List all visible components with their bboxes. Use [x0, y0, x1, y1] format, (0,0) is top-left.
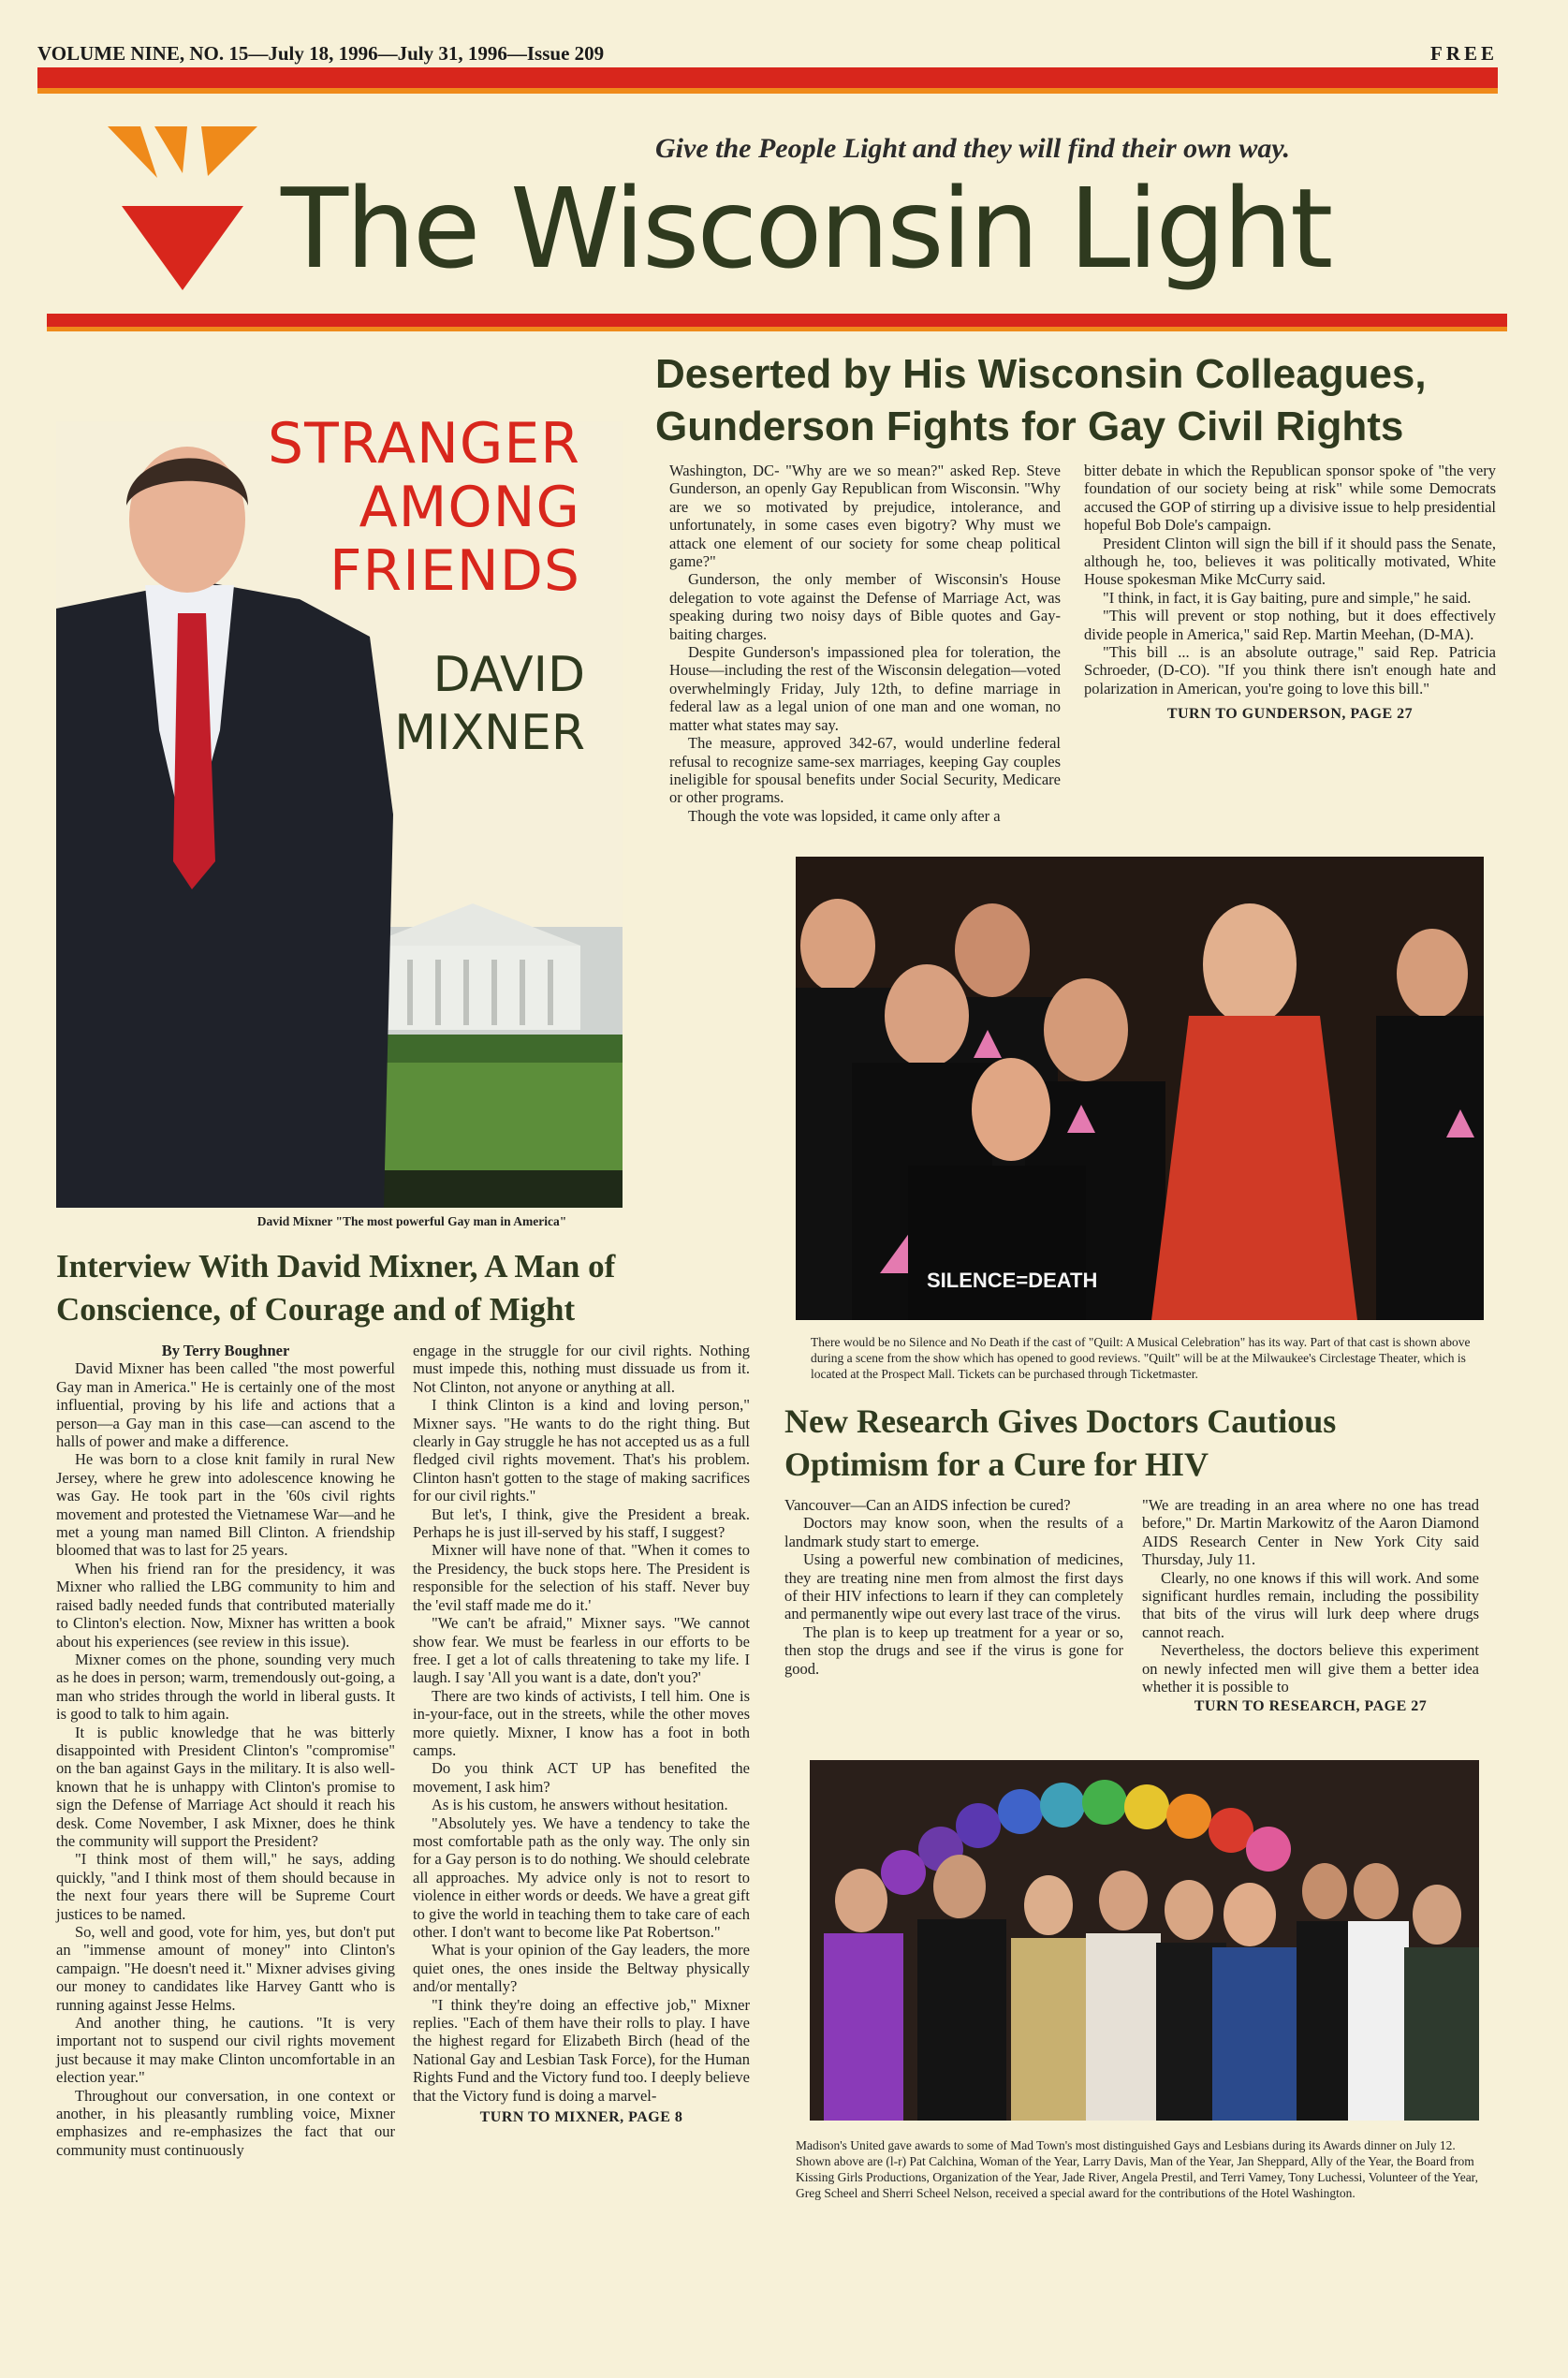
interview-paragraph: I think Clinton is a kind and loving person," Mixner says. "He wants to do the right thing. But clearly in Gay struggle he has not accepted us as a full fledged civil rights movement. That's his problem. Clinton hasn't gotten to the stage of making sacrifices for our civil rights.": [413, 1396, 750, 1505]
hiv-headline: [784, 1400, 1496, 1486]
logo-triangle-icon: [103, 122, 262, 295]
feature-name-last: MIXNER: [394, 705, 585, 761]
hiv-paragraph: The plan is to keep up treatment for a year or so, then stop the drugs and see if the virus is gone for good.: [784, 1622, 1123, 1678]
hiv-paragraph: Vancouver—Can an AIDS infection be cured?: [784, 1496, 1071, 1514]
awards-photo-caption: Madison's United gave awards to some of Mad Town's most distinguished Gays and Lesbians during its Awards dinner on July 12. Shown above are (l-r) Pat Calchina, Woman of the Year, Larry Davis, Man of the Year, Jan Sheppard, Ally of the Year, the Board from Kissing Girls Productions, Organization of the Year, Jade River, Angela Prestil, and Terri Vamey, Tony Luchessi, Volunteer of the Year, Greg Scheel and Sherri Scheel Nelson, received a special award for the contributions of the Hotel Washington.: [796, 2138, 1479, 2200]
interview-paragraph: "I think most of them will," he says, adding quickly, "and I think most of them should because in the next four years there will be Supreme Court justices to be named.: [56, 1850, 395, 1923]
hiv-column-2: [1142, 1496, 1479, 1716]
gunderson-paragraph: The measure, approved 342-67, would underline federal refusal to recognize same-sex marriages, keeping Gay couples ineligible for spousal benefits under Social Security, Medicare or other programs.: [669, 734, 1061, 807]
interview-paragraph: Throughout our conversation, in one context or another, in his pleasantly rumbling voice, Mixner emphasizes and re-emphasizes the fact that our community must continuously: [56, 2086, 395, 2159]
feature-name-first: DAVID: [432, 647, 585, 703]
awards-photo: [810, 1760, 1479, 2121]
gunderson-paragraph: President Clinton will sign the bill if it should pass the Senate, although he, too, believes it was politically motivated, White House spokesman Mike McCurry said.: [1084, 534, 1496, 589]
feature-title: [262, 412, 580, 603]
feature-line-2: AMONG: [359, 475, 580, 540]
interview-headline: [56, 1245, 777, 1331]
interview-paragraph: engage in the struggle for our civil rights. Nothing must impede this, nothing must dissuade us from it. Not Clinton, not anyone or anything at all.: [413, 1342, 750, 1396]
interview-paragraph: Mixner will have none of that. "When it comes to the Presidency, the buck stops here. The President is responsible for the selection of his staff. Never buy the 'evil staff made me do it.': [413, 1541, 750, 1614]
quilt-shirt-slogan: SILENCE=DEATH: [927, 1269, 1098, 1292]
interview-paragraph: It is public knowledge that he was bitterly disappointed with President Clinton's "compromise" on the ban against Gays in the military. It is also well-known that he is unhappy with Clinton's promise to sign the Defense of Marriage Act should it reach his desk. Come November, I ask Mixner, does he think the community will support the President?: [56, 1723, 395, 1850]
interview-paragraph: Mixner comes on the phone, sounding very much as he does in person; warm, tremendously out-going, a man who strides through the world in liberal gusts. It is good to talk to him again.: [56, 1650, 395, 1724]
masthead-title: The Wisconsin Light: [281, 164, 1331, 293]
hiv-headline-line1: New Research Gives Doctors Cautious: [784, 1402, 1337, 1440]
gunderson-headline: [655, 348, 1526, 453]
tagline: Give the People Light and they will find their own way.: [655, 133, 1291, 164]
gunderson-paragraph: Despite Gunderson's impassioned plea for toleration, the House—including the rest of the Wisconsin delegation—voted overwhelmingly Friday, July 12th, to define marriage in federal law as a legal union of one man and one woman, no matter what states may say.: [669, 643, 1061, 734]
gunderson-paragraph: Washington, DC- "Why are we so mean?" asked Rep. Steve Gunderson, an openly Gay Republican from Wisconsin. "Why are we so motivated by prejudice, intolerance, and unfortunately, in some cases even bigotry? Why must we attack one element of our society for some cheap political game?": [669, 462, 1061, 571]
interview-headline-line1: Interview With David Mixner, A Man of: [56, 1248, 616, 1284]
interview-paragraph: So, well and good, vote for him, yes, but don't put an "immense amount of money" into Clinton's campaign. "He doesn't need it." Mixner advises giving our money to candidates like Harvey Gantt who is running against Jesse Helms.: [56, 1923, 395, 2014]
hiv-paragraph: Nevertheless, the doctors believe this experiment on newly infected men will give them a better idea whether it is possible to: [1142, 1641, 1479, 1696]
masthead-rule: [47, 314, 1507, 327]
gunderson-jump: TURN TO GUNDERSON, PAGE 27: [1166, 706, 1414, 723]
volume-line: VOLUME NINE, NO. 15—July 18, 1996—July 31, 1996—Issue 209: [37, 41, 605, 65]
interview-column-2: [413, 1342, 750, 2126]
hiv-paragraph: Clearly, no one knows if this will work. And some significant hurdles remain, including the possibility that bits of the virus will lurk deep where drugs cannot reach.: [1142, 1568, 1479, 1641]
mixner-photo-caption: David Mixner "The most powerful Gay man in America": [256, 1214, 567, 1228]
interview-paragraph: What is your opinion of the Gay leaders, the more quiet ones, the ones inside the Beltway physically and/or mentally?: [413, 1941, 750, 1996]
hiv-headline-line2: Optimism for a Cure for HIV: [784, 1446, 1209, 1483]
hiv-column-1: [784, 1496, 1123, 1678]
feature-line-1: STRANGER: [267, 411, 580, 477]
interview-paragraph: When his friend ran for the presidency, it was Mixner who rallied the LBG community to him and raised badly needed funds that contributed materially to Clinton's election. Now, Mixner has written a book about his experiences (see review in this issue).: [56, 1559, 395, 1651]
gunderson-column-1: [669, 462, 1061, 825]
issue-line: [37, 37, 1498, 69]
gunderson-paragraph: "I think, in fact, it is Gay baiting, pure and simple," he said.: [1103, 588, 1472, 607]
hiv-paragraph: "We are treading in an area where no one has tread before," Dr. Martin Markowitz of the Aaron Diamond AIDS Research Center in New York City said Thursday, July 11.: [1142, 1496, 1479, 1569]
gunderson-headline-line1: Deserted by His Wisconsin Colleagues,: [655, 351, 1427, 397]
price-label: FREE: [1429, 41, 1498, 65]
interview-paragraph: As is his custom, he answers without hesitation.: [432, 1796, 728, 1814]
top-rule-accent: [37, 88, 1498, 94]
gunderson-paragraph: bitter debate in which the Republican sponsor spoke of "the very foundation of our society being at risk" while some Democrats accused the GOP of stirring up a divisive issue to help presidential hopeful Bob Dole's campaign.: [1084, 462, 1496, 535]
feature-name: [374, 646, 585, 762]
interview-paragraph: "We can't be afraid," Mixner says. "We cannot show fear. We must be fearless in our efforts to be free. I get a lot of calls threatening to take my life. I laugh. I say 'All you want is a date, don't you?': [413, 1614, 750, 1687]
interview-paragraph: There are two kinds of activists, I tell him. One is in-your-face, out in the streets, while the other moves more quietly. Mixner, I know has a foot in both camps.: [413, 1686, 750, 1759]
gunderson-paragraph: Gunderson, the only member of Wisconsin's House delegation to vote against the Defense of Marriage Act, was speaking during two noisy days of Bible quotes and Gay-baiting charges.: [669, 570, 1061, 643]
hiv-paragraph: Doctors may know soon, when the results of a landmark study start to emerge.: [784, 1514, 1123, 1550]
gunderson-headline-line2: Gunderson Fights for Gay Civil Rights: [655, 404, 1404, 449]
interview-paragraph: And another thing, he cautions. "It is very important not to suspend our civil rights movement just because it may make Clinton uncomfortable in an election year.": [56, 2014, 395, 2087]
interview-paragraph: But let's, I think, give the President a break. Perhaps he is just ill-served by his staff, I suggest?: [413, 1505, 750, 1542]
interview-paragraph: "Absolutely yes. We have a tendency to take the most comfortable path as the only way. The only sin for a Gay person is to do nothing. We should celebrate all approaches. My advice only is not to resort to violence in either words or deeds. We have a great gift to give the world in teaching them to take care of each other. I don't want to become like Pat Robertson.": [413, 1813, 750, 1941]
interview-jump: TURN TO MIXNER, PAGE 8: [479, 2109, 683, 2126]
quilt-photo: [796, 857, 1484, 1320]
interview-paragraph: He was born to a close knit family in rural New Jersey, where he grew into adolescence knowing he was Gay. He took part in the '60s civil rights movement and protested the Vietnamese War—and he met a young man named Bill Clinton. A friendship bloomed that was to last for 25 years.: [56, 1450, 395, 1560]
feature-line-3: FRIENDS: [330, 538, 580, 604]
interview-column-1: [56, 1342, 395, 2159]
interview-headline-line2: Conscience, of Courage and of Might: [56, 1291, 576, 1328]
hiv-jump: TURN TO RESEARCH, PAGE 27: [1194, 1698, 1428, 1715]
quilt-photo-caption: There would be no Silence and No Death if the cast of "Quilt: A Musical Celebration" has its way. Part of that cast is shown above during a scene from the show which has opened to good reviews. "Quilt" will be at the Milwaukee's Circlestage Theater, which is located at the Prospect Mall. Tickets can be purchased through Ticketmaster.: [811, 1335, 1471, 1381]
gunderson-paragraph: "This will prevent or stop nothing, but it does effectively divide people in America," said Rep. Martin Meehan, (D-MA).: [1084, 607, 1496, 643]
hiv-paragraph: Using a powerful new combination of medicines, they are treating nine men from almost the first days of their HIV infections to learn if they can completely and permanently wipe out every last trace of the virus.: [784, 1550, 1123, 1623]
masthead-rule-accent: [47, 327, 1507, 331]
interview-paragraph: David Mixner has been called "the most powerful Gay man in America." He is certainly one of the most influential, proving by his life and actions that a person—a Gay man in this case—can ascend to the halls of power and make a difference.: [56, 1359, 395, 1451]
interview-byline: By Terry Boughner: [161, 1342, 290, 1359]
gunderson-paragraph: "This bill ... is an absolute outrage," said Rep. Patricia Schroeder, (D-CO). "If you think there isn't enough hate and polarization in American, you're going to love this bill.": [1084, 643, 1496, 697]
gunderson-paragraph: Though the vote was lopsided, it came only after a: [688, 806, 1001, 825]
top-rule: [37, 67, 1498, 88]
interview-paragraph: Do you think ACT UP has benefited the movement, I ask him?: [413, 1759, 750, 1796]
gunderson-column-2: [1084, 462, 1496, 724]
interview-paragraph: "I think they're doing an effective job," Mixner replies. "Each of them have their rolls to play. I have the highest regard for Elizabeth Birch (head of the National Gay and Lesbian Task Force), for the Human Rights Fund and the Victory fund too. I deeply believe that the Victory fund is doing a marvel-: [413, 1995, 750, 2105]
